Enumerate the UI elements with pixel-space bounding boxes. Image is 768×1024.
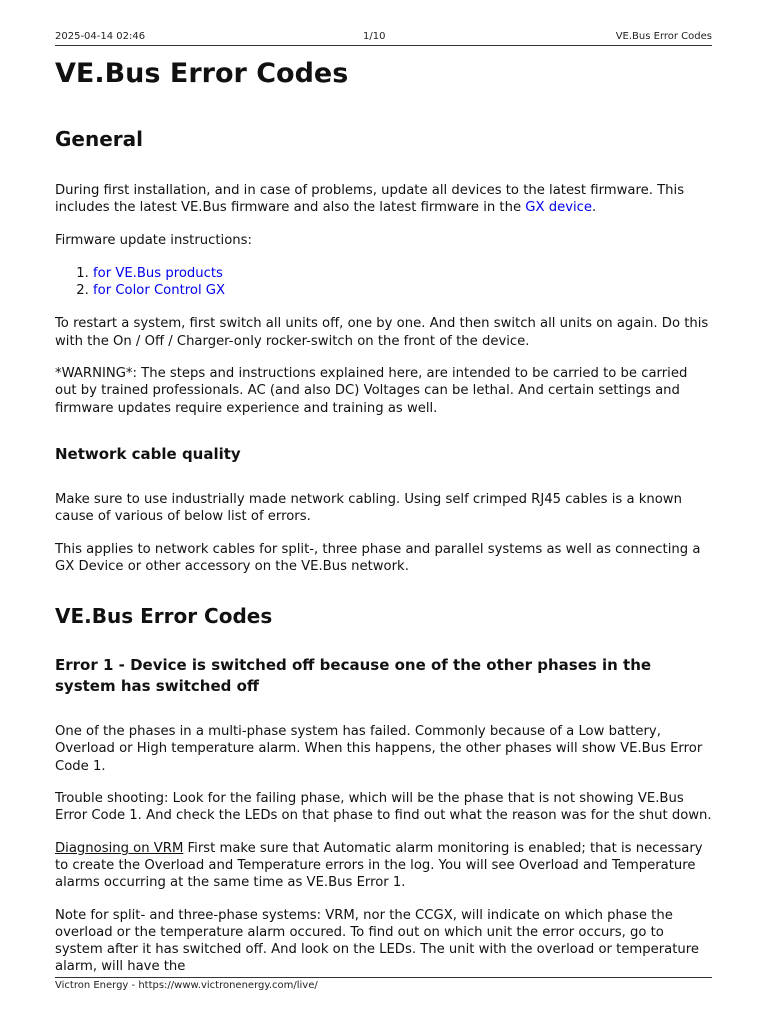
firmware-instructions-list [55,265,712,300]
error-1-split-phase-note: Note for split- and three-phase systems: VRM, nor the CCGX, will indicate on which phase the overload or the temperature alarm occured. To find out on which unit the error occurs, go to system after it has switched off. And look on the LEDs. The unit with the overload or temperature alarm, will have the [55,907,700,975]
gx-device-link[interactable]: GX device [525,200,593,216]
restart-paragraph: To restart a system, first switch all units off, one by one. And then switch all units on again. Do this with the On / Off / Charger-only rocker-switch on the front of the device. [55,316,709,349]
vrm-paragraph-text: First make sure that Automatic alarm monitoring is enabled; that is necessary to create the Overload and Temperature errors in the log. You will see Overload and Temperature alarms occurring at the same time as VE.Bus Error 1. [55,840,703,891]
list-item [93,265,712,282]
error-1-troubleshooting: Trouble shooting: Look for the failing phase, which will be the phase that is not showing VE.Bus Error Code 1. And check the LEDs on that phase to find out what the reason was for the shut down. [55,791,712,824]
document-title: VE.Bus Error Codes [55,58,349,89]
color-control-gx-link[interactable]: for Color Control GX [93,283,226,299]
page-header [55,31,712,46]
page-number: 1/10 [363,31,386,42]
header-title: VE.Bus Error Codes [615,31,712,42]
general-p1-end: . [592,200,597,216]
network-paragraph-2: This applies to network cables for split-, three phase and parallel systems as well as connecting a GX Device or other accessory on the VE.Bus network. [55,541,701,574]
general-heading: General [55,127,143,151]
warning-paragraph: *WARNING*: The steps and instructions explained here, are intended to be carried to be carried out by trained professionals. AC (and also DC) Voltages can be lethal. And certain settings and firmware updates require experience and training as well. [55,366,688,416]
network-paragraph-1: Make sure to use industrially made network cabling. Using self crimped RJ45 cables is a known cause of various of below list of errors. [55,491,682,525]
error-1-heading: Error 1 - Device is switched off because one of the other phases in the system has switched off [55,656,652,696]
error-1-vrm-paragraph [55,840,712,892]
general-p1-text: During first installation, and in case of problems, update all devices to the latest firmware. This includes the latest VE.Bus firmware and also the latest firmware in the [55,183,685,216]
diagnosing-on-vrm-link[interactable]: Diagnosing on VRM [55,840,184,856]
print-timestamp: 2025-04-14 02:46 [55,31,146,42]
vebus-products-link[interactable]: for VE.Bus products [93,265,223,281]
footer-text: Victron Energy - https://www.victronenergy.com/live/ [55,980,318,991]
document-content [55,45,712,976]
network-cable-heading: Network cable quality [55,444,241,463]
firmware-instructions-label: Firmware update instructions: [55,232,252,248]
general-paragraph-firmware [55,182,712,217]
error-codes-heading: VE.Bus Error Codes [55,604,273,629]
list-item [93,282,712,299]
page-footer [55,977,712,991]
error-1-paragraph-1: One of the phases in a multi-phase system has failed. Commonly because of a Low battery, Overload or High temperature alarm. When this happens, the other phases will show VE.Bus Error Code 1. [55,724,703,774]
